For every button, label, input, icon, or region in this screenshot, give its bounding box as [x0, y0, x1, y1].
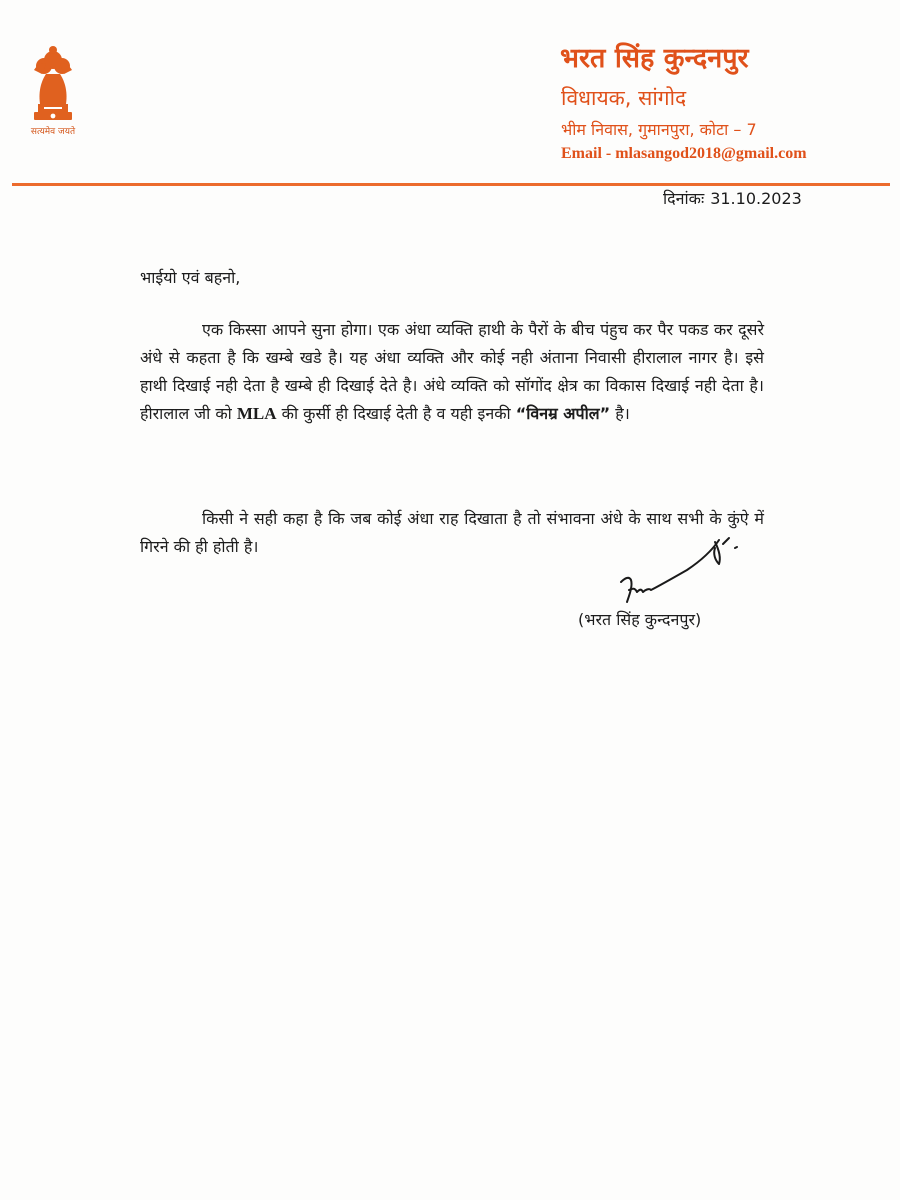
date-value: 31.10.2023	[710, 189, 802, 208]
paragraph-1-mla: MLA	[236, 404, 277, 423]
signatory-name: (भरत सिंह कुन्दनपुर)	[578, 610, 702, 629]
handwritten-signature	[615, 530, 745, 610]
paragraph-1-text-c: है।	[615, 404, 630, 423]
paragraph-1-text-a: एक किस्सा आपने सुना होगा। एक अंधा व्यक्ति हाथी के पैरों के बीच पंहुच कर पैर पकड कर दूसरे अंधे से कहता है कि खम्बे खडे है। यह अंधा व्यक्ति और कोई नही अंताना निवासी हीरालाल नागर है। इसे हाथी दिखाई नही देता है खम्बे ही दिखाई देते है। अंधे व्यक्ति को सॉगोंद क्षेत्र का विकास दिखाई नही देता है। हीरालाल जी को	[140, 320, 764, 423]
paragraph-2: किसी ने सही कहा है कि जब कोई अंधा राह दिखाता है तो संभावना अंधे के साथ सभी के कुंऐ में गिरने की ही होती है।	[140, 509, 764, 556]
letterhead-designation: विधायक, सांगोद	[561, 86, 687, 110]
paragraph-1	[140, 316, 764, 428]
paragraph-1-appeal: “विनम्र अपील”	[515, 404, 611, 423]
letterhead-divider	[12, 183, 890, 186]
salutation: भाईयो एवं बहनो,	[140, 268, 241, 287]
letterhead-name: भरत सिंह कुन्दनपुर	[560, 43, 749, 74]
letterhead-address: भीम निवास, गुमानपुरा, कोटा – 7	[561, 120, 757, 139]
paragraph-1-text-b: की कुर्सी ही दिखाई देती है व यही इनकी	[281, 404, 511, 423]
letter-date	[663, 187, 802, 209]
letterhead-email: Email - mlasangod2018@gmail.com	[561, 145, 807, 162]
date-label: दिनांकः	[663, 189, 705, 208]
emblem-motto: सत्यमेव जयते	[30, 127, 76, 137]
